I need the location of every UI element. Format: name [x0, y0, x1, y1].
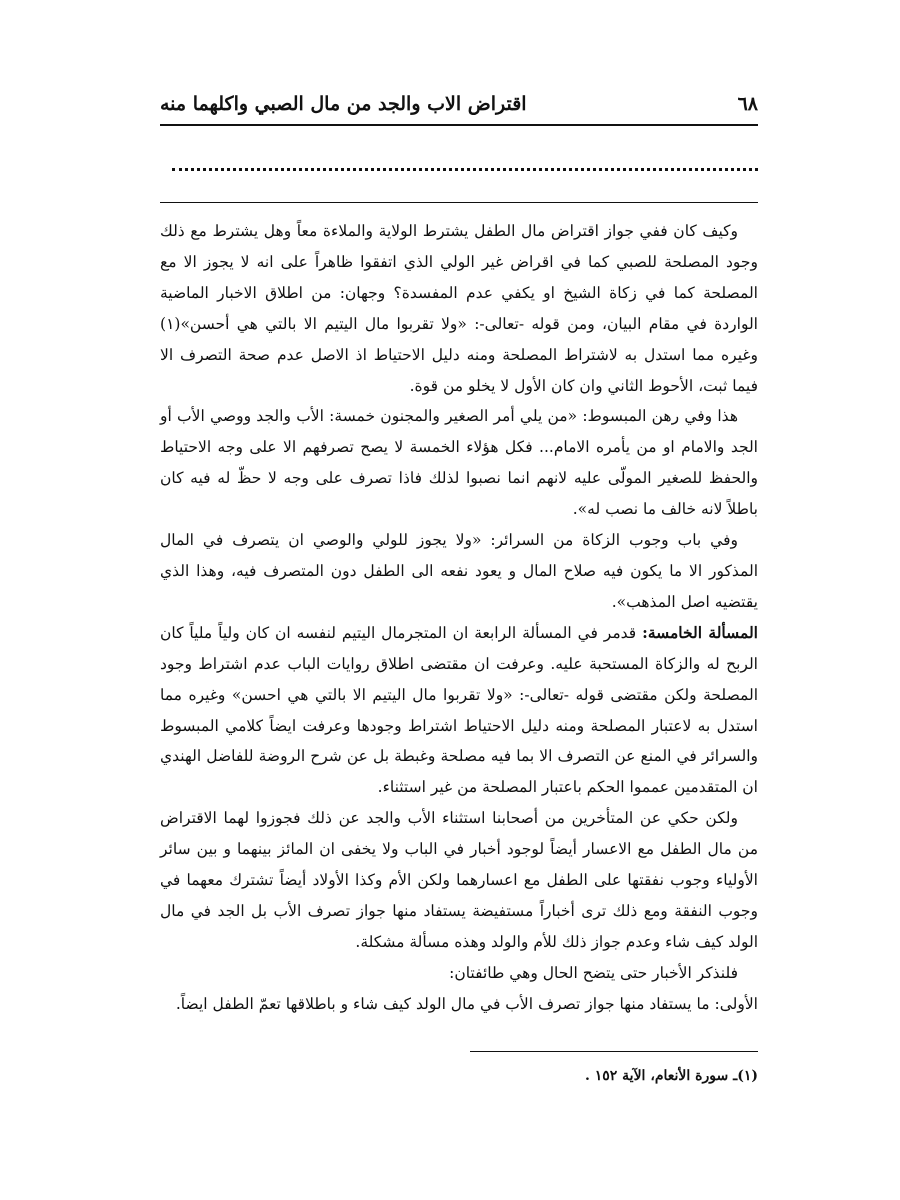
paragraph-2: هذا وفي رهن المبسوط: «من يلي أمر الصغير والمجنون خمسة: الأب والجد ووصي الأب أو الجد والامام او من يأمره الامام... فكل هؤلاء الخمسة لا يصح تصرفهم الا على وجه الاحتياط والحفظ للصغير المولّى عليه لانهم انما نصبوا لذلك فاذا تصرف على وجه لا حظّ له فيه كان باطلاً لانه خالف ما نصب له». — [160, 407, 758, 519]
paragraph-6: فلنذكر الأخبار حتى يتضح الحال وهي طائفتان: — [449, 963, 738, 982]
section-heading-text: قدمر في المسألة الرابعة ان المتجرمال اليتيم لنفسه ان كان ولياً ملياً كان الربح له والزكاة المستحبة عليه. وعرفت ان مقتضى اطلاق روايات الباب عدم اشتراط وجود المصلحة ولكن مقتضى قوله -تعالى-: «ولا تقربوا مال اليتيم الا بالتي هي احسن» وغيره مما استدل به لاعتبار المصلحة ومنه دليل الاحتياط اشتراط وجودها وعرفت ايضاً كلامي المبسوط والسرائر في المنع عن التصرف الا بما فيه مصلحة وغبطة بل عن شرح الروضة للفاضل الهندي ان المتقدمين عمموا الحكم باعتبار المصلحة من غير استثناء. — [160, 623, 758, 797]
section-5-paragraph — [160, 618, 758, 803]
paragraph-5: ولكن حكي عن المتأخرين من أصحابنا استثناء الأب والجد عن ذلك فجوزوا لهما الاقتراض من مال الطفل مع الاعسار أيضاً لوجود أخبار في الباب ولا يخفى ان المائز بينهما و بين سائر الأولياء وجوب نفقتها على الطفل مع اعسارهما ولكن الأم وكذا الأولاد أيضاً تشترك معهما في وجوب النفقة ومع ذلك ترى أخباراً مستفيضة يستفاد منها جواز تصرف الأب بل الجد في مال الولد كيف شاء وعدم جواز ذلك للأم والولد وهذه مسألة مشكلة. — [160, 809, 758, 951]
dotted-separator — [172, 168, 758, 171]
running-title: اقتراض الاب والجد من مال الصبي واكلهما منه — [160, 93, 527, 115]
section-divider — [160, 202, 758, 203]
paragraph-3: وفي باب وجوب الزكاة من السرائر: «ولا يجوز للولي والوصي ان يتصرف في المال المذكور الا ما يكون فيه صلاح المال و يعود نفعه الى الطفل دون المتصرف فيه، وهذا الذي يقتضيه اصل المذهب». — [160, 531, 758, 611]
page-header — [160, 84, 758, 124]
body-text — [160, 216, 758, 1020]
header-rule — [160, 124, 758, 126]
page-number: ٦٨ — [737, 93, 758, 115]
section-heading: المسألة الخامسة: — [642, 622, 758, 642]
footnote-rule — [470, 1051, 758, 1052]
footnote: (١)ـ سورة الأنعام، الآية ١٥٢ . — [584, 1068, 758, 1084]
paragraph-1: وكيف كان ففي جواز اقتراض مال الطفل يشترط الولاية والملاءة معاً وهل يشترط مع ذلك وجود المصلحة للصبي كما في اقراض غير الولي الذي اتفقوا ظاهراً على انه لا يجوز الا مع المصلحة كما في زكاة الشيخ او يكفي عدم المفسدة؟ وجهان: من اطلاق الاخبار الماضية الواردة في مقام البيان، ومن قوله -تعالى-: «ولا تقربوا مال اليتيم الا بالتي هي أحسن»(١) وغيره مما استدل به لاشتراط المصلحة ومنه دليل الاحتياط اذ الاصل عدم صحة التصرف الا فيما ثبت، الأحوط الثاني وان كان الأول لا يخلو من قوة. — [160, 222, 758, 395]
final-paragraph: الأولى: ما يستفاد منها جواز تصرف الأب في مال الولد كيف شاء و باطلاقها تعمّ الطفل ايضاً. — [175, 994, 758, 1013]
